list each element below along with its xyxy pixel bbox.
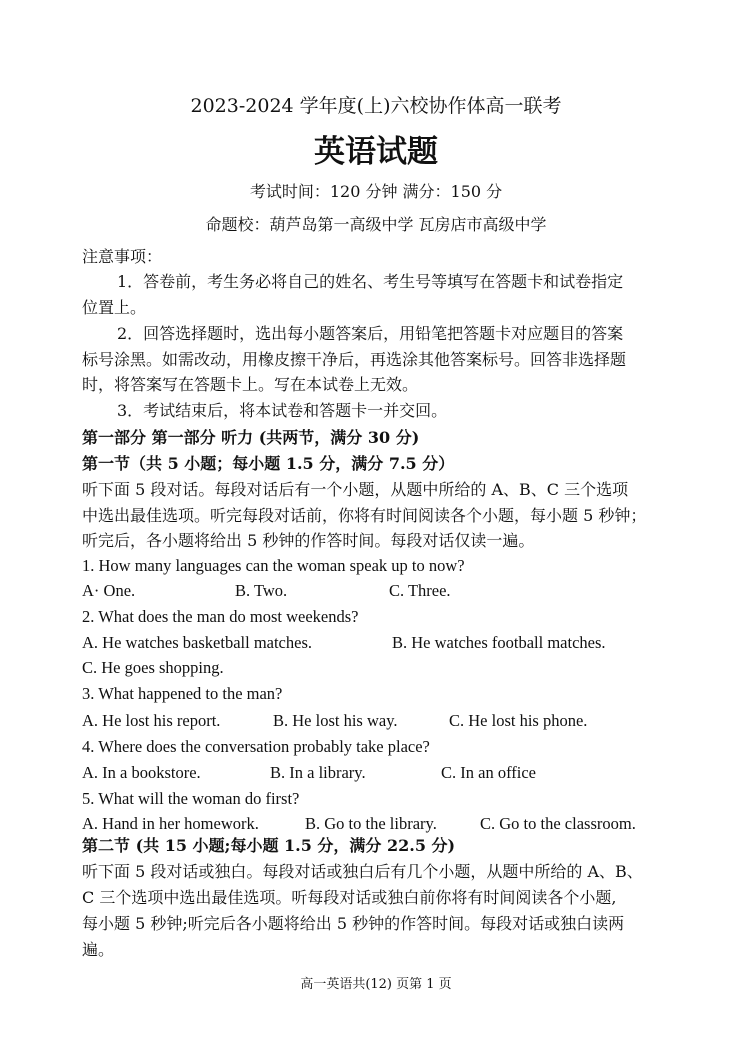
- notice-item-1-line-1: 1．答卷前，考生务必将自己的姓名、考生号等填写在答题卡和试卷指定: [117, 272, 624, 291]
- notice-heading: 注意事项：: [82, 247, 163, 266]
- notice-item-2-line-3: 时，将答案写在答题卡上。写在本试卷上无效。: [82, 375, 419, 394]
- question-1-option-c: C. Three.: [389, 581, 451, 600]
- question-4-option-c: C. In an office: [441, 763, 536, 782]
- question-3-option-c: C. He lost his phone.: [449, 711, 588, 730]
- question-1-option-b: B. Two.: [235, 581, 288, 600]
- question-3-option-b: B. He lost his way.: [273, 711, 398, 730]
- schools-line: 命题校：葫芦岛第一高级中学 瓦房店市高级中学: [205, 215, 547, 234]
- section-1-instruction-line-3: 听完后，各小题将给出 5 秒钟的作答时间。每段对话仅读一遍。: [82, 531, 535, 550]
- question-5-option-a: A. Hand in her homework.: [82, 814, 259, 833]
- question-2-option-a: A. He watches basketball matches.: [82, 633, 313, 652]
- section-1-instruction-line-2: 中选出最佳选项。听完每段对话前，你将有时间阅读各个小题，每小题 5 秒钟；: [82, 506, 647, 525]
- question-2-stem: 2. What does the man do most weekends?: [82, 607, 359, 626]
- subject-title: 英语试题: [314, 134, 438, 170]
- section-2-instruction-line-3: 每小题 5 秒钟;听完后各小题将给出 5 秒钟的作答时间。每段对话或独白读两: [82, 914, 625, 933]
- section-2-instruction-line-4: 遍。: [82, 940, 115, 959]
- question-5-option-b: B. Go to the library.: [305, 814, 437, 833]
- question-5-option-c: C. Go to the classroom.: [480, 814, 636, 833]
- time-score-line: 考试时间：120 分钟 满分：150 分: [249, 182, 503, 201]
- exam-title: 2023-2024 学年度(上)六校协作体高一联考: [190, 95, 562, 117]
- notice-item-3: 3．考试结束后，将本试卷和答题卡一并交回。: [117, 401, 448, 420]
- question-2-option-b: B. He watches football matches.: [392, 633, 606, 652]
- question-4-stem: 4. Where does the conversation probably take place?: [82, 737, 430, 756]
- section-2-heading: 第二节 (共 15 小题;每小题 1.5 分，满分 22.5 分): [82, 836, 456, 855]
- notice-item-1-line-2: 位置上。: [82, 298, 147, 317]
- question-2-option-c: C. He goes shopping.: [82, 658, 224, 677]
- section-1-instruction-line-1: 听下面 5 段对话。每段对话后有一个小题，从题中所给的 A、B、C 三个选项: [82, 480, 629, 499]
- question-4-option-b: B. In a library.: [270, 763, 366, 782]
- notice-item-2-line-2: 标号涂黑。如需改动，用橡皮擦干净后，再选涂其他答案标号。回答非选择题: [82, 350, 627, 369]
- question-4-option-a: A. In a bookstore.: [82, 763, 201, 782]
- question-1-option-a: A· One.: [82, 581, 136, 600]
- question-3-option-a: A. He lost his report.: [82, 711, 221, 730]
- section-1-heading: 第一节（共 5 小题；每小题 1.5 分，满分 7.5 分）: [82, 454, 455, 473]
- page-footer: 高一英语共(12) 页第 1 页: [300, 977, 452, 992]
- notice-item-2-line-1: 2．回答选择题时，选出每小题答案后，用铅笔把答题卡对应题目的答案: [117, 324, 624, 343]
- question-5-stem: 5. What will the woman do first?: [82, 789, 300, 808]
- part-1-heading: 第一部分 第一部分 听力 (共两节，满分 30 分): [82, 428, 420, 447]
- question-1-stem: 1. How many languages can the woman speak up to now?: [82, 556, 465, 575]
- section-2-instruction-line-1: 听下面 5 段对话或独白。每段对话或独白后有几个小题，从题中所给的 A、B、: [82, 862, 643, 881]
- section-2-instruction-line-2: C 三个选项中选出最佳选项。听每段对话或独白前你将有时间阅读各个小题,: [82, 888, 617, 907]
- question-3-stem: 3. What happened to the man?: [82, 684, 283, 703]
